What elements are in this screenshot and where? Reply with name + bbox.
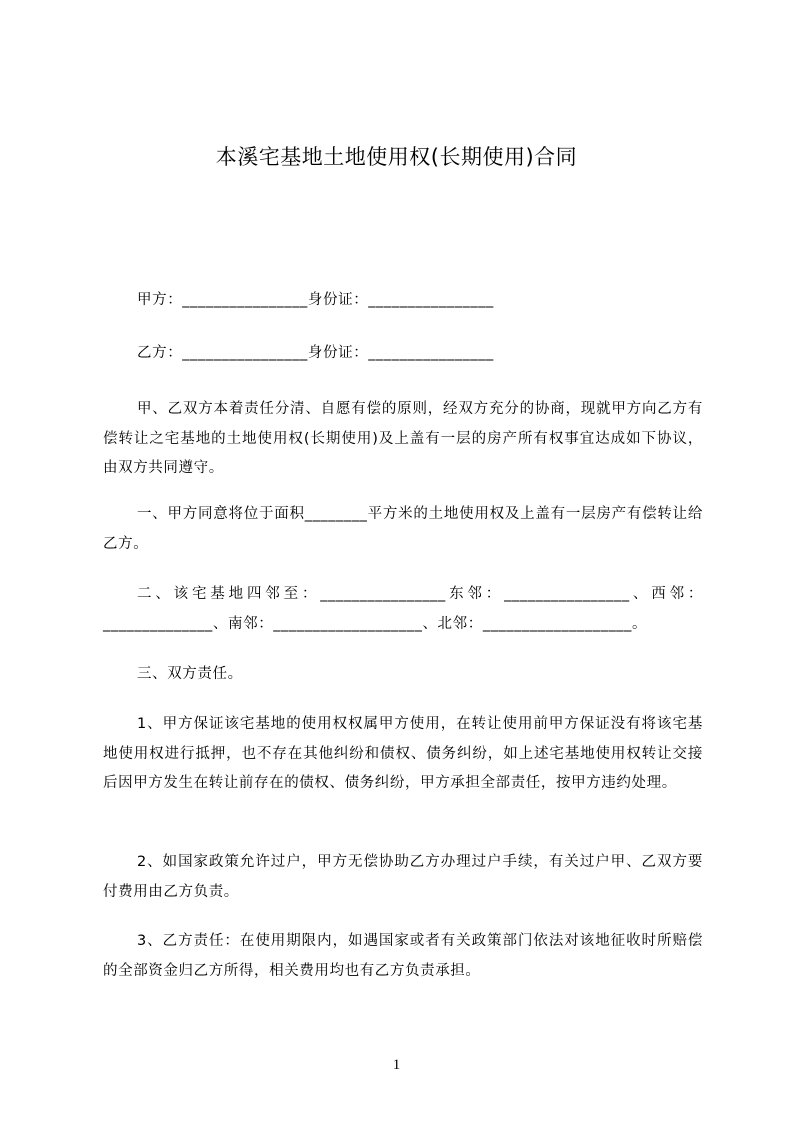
clause-3-heading: 三、双方责任。 <box>137 666 243 682</box>
party-b-line: 乙方：________________身份证：________________ <box>137 345 494 361</box>
clause-1-paragraph: 一、甲方同意将位于面积________平方米的土地使用权及上盖有一层房产有偿转让给乙方。 <box>103 506 703 552</box>
clause-2-paragraph: 二、该宅基地四邻至：________________东邻：________________、西邻：______________、南邻：___________________、北邻：___________________。 <box>103 586 703 632</box>
page-number: 1 <box>392 1057 401 1073</box>
document-title: 本溪宅基地土地使用权(长期使用)合同 <box>215 145 578 169</box>
clause-3-2-paragraph: 2、如国家政策允许过户，甲方无偿协助乙方办理过户手续，有关过户甲、乙双方要付费用由乙方负责。 <box>103 854 703 900</box>
clause-3-1-paragraph: 1、甲方保证该宅基地的使用权权属甲方使用，在转让使用前甲方保证没有将该宅基地使用权进行抵押，也不存在其他纠纷和债权、债务纠纷，如上述宅基地使用权转让交接后因甲方发生在转让前存在的债权、债务纠纷，甲方承担全部责任，按甲方违约处理。 <box>103 716 703 791</box>
party-a-line: 甲方：________________身份证：________________ <box>137 292 494 308</box>
preamble-paragraph: 甲、乙双方本着责任分清、自愿有偿的原则，经双方充分的协商，现就甲方向乙方有偿转让之宅基地的土地使用权(长期使用)及上盖有一层的房产所有权事宜达成如下协议，由双方共同遵守。 <box>103 401 703 476</box>
clause-3-3-paragraph: 3、乙方责任：在使用期限内，如遇国家或者有关政策部门依法对该地征收时所赔偿的全部资金归乙方所得，相关费用均也有乙方负责承担。 <box>103 933 703 979</box>
